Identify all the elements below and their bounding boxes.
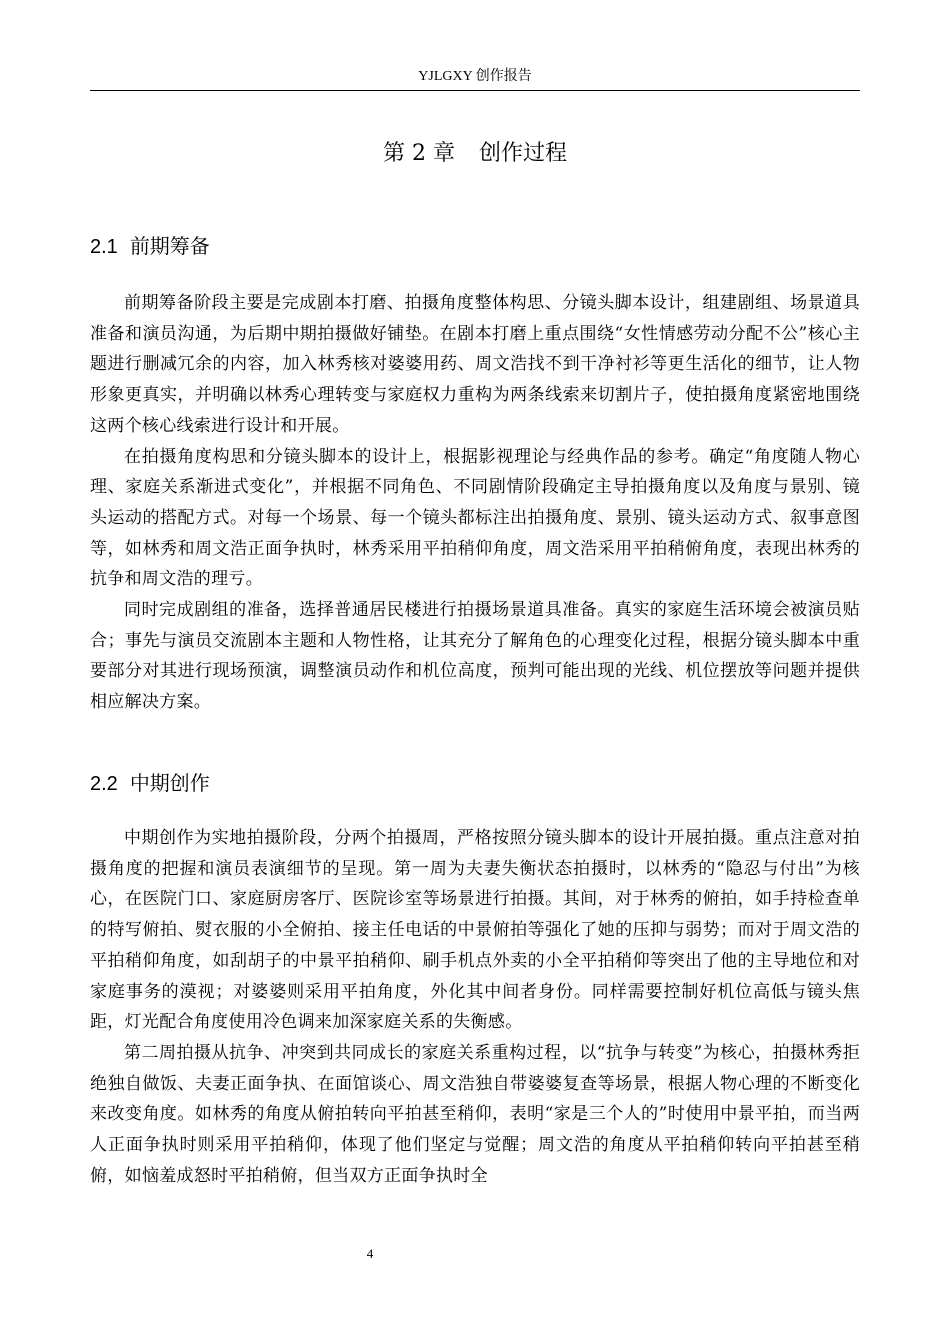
paragraph: 第二周拍摄从抗争、冲突到共同成长的家庭关系重构过程，以“抗争与转变”为核心，拍摄林秀拒绝独自做饭、夫妻正面争执、在面馆谈心、周文浩独自带婆婆复查等场景，根据人物心理的不断变化来改变角度。如林秀的角度从俯拍转向平拍甚至稍仰，表明“家是三个人的”时使用中景平拍，而当两人正面争执时则采用平拍稍仰，体现了他们坚定与觉醒；周文浩的角度从平拍稍仰转向平拍甚至稍俯，如恼羞成怒时平拍稍俯，但当双方正面争执时全 bbox=[90, 1042, 860, 1186]
section-number: 2.2 bbox=[90, 773, 118, 795]
section-body-2-2 bbox=[90, 823, 860, 1191]
section-body-2-1 bbox=[90, 288, 860, 718]
page-number: 4 bbox=[366, 1246, 374, 1261]
section-number: 2.1 bbox=[90, 236, 118, 258]
section-title: 中期创作 bbox=[129, 771, 210, 795]
running-header: YJLGXY 创作报告 bbox=[418, 69, 532, 84]
paragraph: 中期创作为实地拍摄阶段，分两个拍摄周，严格按照分镜头脚本的设计开展拍摄。重点注意对拍摄角度的把握和演员表演细节的呈现。第一周为夫妻失衡状态拍摄时，以林秀的“隐忍与付出”为核心，在医院门口、家庭厨房客厅、医院诊室等场景进行拍摄。其间，对于林秀的俯拍，如手持检查单的特写俯拍、熨衣服的小全俯拍、接主任电话的中景俯拍等强化了她的压抑与弱势；而对于周文浩的平拍稍仰角度，如刮胡子的中景平拍稍仰、刷手机点外卖的小全平拍稍仰等突出了他的主导地位和对家庭事务的漠视；对婆婆则采用平拍角度，外化其中间者身份。同样需要控制好机位高低与镜头焦距，灯光配合角度使用冷色调来加深家庭关系的失衡感。 bbox=[90, 828, 860, 1033]
paragraph: 前期筹备阶段主要是完成剧本打磨、拍摄角度整体构思、分镜头脚本设计，组建剧组、场景道具准备和演员沟通，为后期中期拍摄做好铺垫。在剧本打磨上重点围绕“女性情感劳动分配不公”核心主题进行删减冗余的内容，加入林秀核对婆婆用药、周文浩找不到干净衬衫等更生活化的细节，让人物形象更真实，并明确以林秀心理转变与家庭权力重构为两条线索来切割片子，使拍摄角度紧密地围绕这两个核心线索进行设计和开展。 bbox=[90, 293, 860, 436]
chapter-title-text: 创作过程 bbox=[478, 141, 567, 166]
chapter-number: 第 2 章 bbox=[383, 141, 455, 166]
chapter-title bbox=[90, 139, 860, 169]
header-rule bbox=[90, 90, 860, 91]
paragraph: 同时完成剧组的准备，选择普通居民楼进行拍摄场景道具准备。真实的家庭生活环境会被演员贴合；事先与演员交流剧本主题和人物性格，让其充分了解角色的心理变化过程，根据分镜头脚本中重要部分对其进行现场预演，调整演员动作和机位高度，预判可能出现的光线、机位摆放等问题并提供相应解决方案。 bbox=[90, 600, 860, 713]
section-heading-2-1 bbox=[90, 233, 860, 260]
section-heading-2-2 bbox=[90, 770, 860, 797]
section-title: 前期筹备 bbox=[129, 234, 210, 258]
paragraph: 在拍摄角度构思和分镜头脚本的设计上，根据影视理论与经典作品的参考。确定“角度随人物心理、家庭关系渐进式变化”，并根据不同角色、不同剧情阶段确定主导拍摄角度以及角度与景别、镜头运动的搭配方式。对每一个场景、每一个镜头都标注出拍摄角度、景别、镜头运动方式、叙事意图等，如林秀和周文浩正面争执时，林秀采用平拍稍仰角度，周文浩采用平拍稍俯角度，表现出林秀的抗争和周文浩的理亏。 bbox=[90, 446, 860, 590]
